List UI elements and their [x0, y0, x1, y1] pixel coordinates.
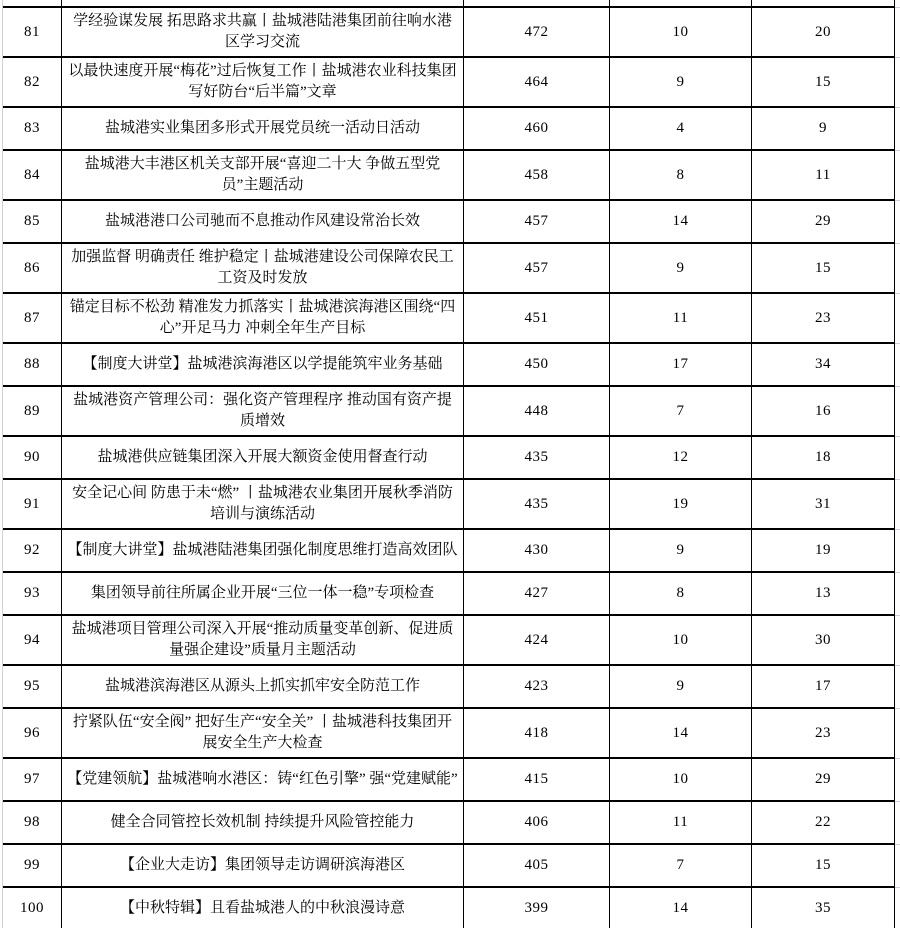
row-number-cell: 97: [3, 759, 62, 800]
metric-3-cell: 22: [752, 802, 895, 843]
article-title-cell: 以最快速度开展“梅花”过后恢复工作丨盐城港农业科技集团写好防台“后半篇”文章: [62, 58, 464, 106]
metric-2-cell: 14: [610, 201, 752, 242]
metric-1-cell: 451: [464, 294, 610, 342]
metric-3-cell: 11: [752, 151, 895, 199]
metric-3-cell: 15: [752, 58, 895, 106]
article-title-cell: 【中秋特辑】且看盐城港人的中秋浪漫诗意: [62, 888, 464, 928]
metric-3-cell: 34: [752, 344, 895, 385]
row-number-cell: 94: [3, 616, 62, 664]
metric-3-cell: 19: [752, 530, 895, 571]
article-title-cell: 安全记心间 防患于未“燃” 丨盐城港农业集团开展秋季消防培训与演练活动: [62, 480, 464, 528]
row-number-cell: 98: [3, 802, 62, 843]
row-number-cell: 93: [3, 573, 62, 614]
article-title-cell: 盐城港大丰港区机关支部开展“喜迎二十大 争做五型党员”主题活动: [62, 151, 464, 199]
article-title-cell: 【党建领航】盐城港响水港区：铸“红色引擎” 强“党建赋能”: [62, 759, 464, 800]
article-title-cell: 盐城港港口公司驰而不息推动作风建设常治长效: [62, 201, 464, 242]
metric-2-cell: 10: [610, 8, 752, 56]
row-number-cell: 89: [3, 387, 62, 435]
row-number-cell: 91: [3, 480, 62, 528]
article-title-cell: 【企业大走访】集团领导走访调研滨海港区: [62, 845, 464, 886]
metric-3-cell: 30: [752, 616, 895, 664]
metric-3-cell: 23: [752, 294, 895, 342]
table-row: [3, 666, 895, 709]
metric-1-cell: 457: [464, 201, 610, 242]
metric-1-cell: 405: [464, 845, 610, 886]
table-rows: [3, 8, 895, 928]
table-row: [3, 888, 895, 928]
table-row: [3, 344, 895, 387]
metric-2-cell: 8: [610, 573, 752, 614]
table-row: [3, 108, 895, 151]
metric-3-cell: 13: [752, 573, 895, 614]
metric-3-cell: 17: [752, 666, 895, 707]
table-row: [3, 573, 895, 616]
article-title-cell: 【制度大讲堂】盐城港陆港集团强化制度思维打造高效团队: [62, 530, 464, 571]
row-number-cell: 100: [3, 888, 62, 928]
row-number-cell: 88: [3, 344, 62, 385]
metric-1-cell: 472: [464, 8, 610, 56]
metric-1-cell: 424: [464, 616, 610, 664]
metric-2-cell: 10: [610, 616, 752, 664]
article-title-cell: 盐城港实业集团多形式开展党员统一活动日活动: [62, 108, 464, 149]
metric-1-cell: 464: [464, 58, 610, 106]
metric-1-cell: 448: [464, 387, 610, 435]
metric-1-cell: 435: [464, 437, 610, 478]
table-row: [3, 437, 895, 480]
article-title-cell: 加强监督 明确责任 维护稳定丨盐城港建设公司保障农民工工资及时发放: [62, 244, 464, 292]
metric-2-cell: 9: [610, 244, 752, 292]
table-row: [3, 8, 895, 58]
metric-3-cell: 15: [752, 244, 895, 292]
metric-3-cell: 29: [752, 201, 895, 242]
table-row: [3, 759, 895, 802]
row-number-cell: 83: [3, 108, 62, 149]
row-number-cell: 95: [3, 666, 62, 707]
metric-1-cell: 399: [464, 888, 610, 928]
table-row: [3, 530, 895, 573]
metric-2-cell: 7: [610, 845, 752, 886]
row-number-cell: 87: [3, 294, 62, 342]
metric-2-cell: 9: [610, 666, 752, 707]
row-number-cell: [3, 0, 62, 6]
metric-1-cell: 423: [464, 666, 610, 707]
table-row: [3, 151, 895, 201]
article-stats-table: [3, 0, 895, 928]
row-number-cell: 96: [3, 709, 62, 757]
metric-2-cell: 14: [610, 709, 752, 757]
metric-1-cell: [464, 0, 610, 6]
table-row: [3, 244, 895, 294]
row-number-cell: 90: [3, 437, 62, 478]
metric-1-cell: 415: [464, 759, 610, 800]
metric-3-cell: 16: [752, 387, 895, 435]
table-row: [3, 387, 895, 437]
metric-1-cell: 450: [464, 344, 610, 385]
metric-3-cell: [752, 0, 895, 6]
metric-1-cell: 458: [464, 151, 610, 199]
row-number-cell: 85: [3, 201, 62, 242]
article-title-cell: 拧紧队伍“安全阀” 把好生产“安全关” 丨盐城港科技集团开展安全生产大检查: [62, 709, 464, 757]
metric-2-cell: 4: [610, 108, 752, 149]
metric-3-cell: 35: [752, 888, 895, 928]
metric-2-cell: 19: [610, 480, 752, 528]
article-title-cell: 集团领导前往所属企业开展“三位一体一稳”专项检查: [62, 573, 464, 614]
metric-2-cell: 11: [610, 294, 752, 342]
row-number-cell: 81: [3, 8, 62, 56]
metric-2-cell: 7: [610, 387, 752, 435]
article-title-cell: 学经验谋发展 拓思路求共赢丨盐城港陆港集团前往响水港区学习交流: [62, 8, 464, 56]
row-number-cell: 99: [3, 845, 62, 886]
table-row: [3, 294, 895, 344]
metric-2-cell: 17: [610, 344, 752, 385]
table-row: [3, 616, 895, 666]
metric-1-cell: 460: [464, 108, 610, 149]
article-title-cell: 盐城港供应链集团深入开展大额资金使用督查行动: [62, 437, 464, 478]
metric-2-cell: 9: [610, 530, 752, 571]
article-title-cell: 盐城港资产管理公司：强化资产管理程序 推动国有资产提质增效: [62, 387, 464, 435]
partial-row-top: [3, 0, 895, 8]
article-title-cell: 锚定目标不松劲 精准发力抓落实丨盐城港滨海港区围绕“四心”开足马力 冲刺全年生产目标: [62, 294, 464, 342]
metric-2-cell: 11: [610, 802, 752, 843]
metric-1-cell: 427: [464, 573, 610, 614]
metric-1-cell: 435: [464, 480, 610, 528]
article-title-cell: 盐城港项目管理公司深入开展“推动质量变革创新、促进质量强企建设”质量月主题活动: [62, 616, 464, 664]
metric-3-cell: 18: [752, 437, 895, 478]
table-row: [3, 802, 895, 845]
table-row: [3, 58, 895, 108]
metric-3-cell: 29: [752, 759, 895, 800]
row-number-cell: 92: [3, 530, 62, 571]
row-number-cell: 84: [3, 151, 62, 199]
metric-1-cell: 457: [464, 244, 610, 292]
table-row: [3, 201, 895, 244]
metric-3-cell: 9: [752, 108, 895, 149]
table-row: [3, 709, 895, 759]
metric-1-cell: 430: [464, 530, 610, 571]
article-title-cell: [62, 0, 464, 6]
article-title-cell: 盐城港滨海港区从源头上抓实抓牢安全防范工作: [62, 666, 464, 707]
article-title-cell: 健全合同管控长效机制 持续提升风险管控能力: [62, 802, 464, 843]
row-number-cell: 86: [3, 244, 62, 292]
metric-3-cell: 31: [752, 480, 895, 528]
row-number-cell: 82: [3, 58, 62, 106]
metric-3-cell: 20: [752, 8, 895, 56]
metric-3-cell: 23: [752, 709, 895, 757]
metric-2-cell: 14: [610, 888, 752, 928]
metric-2-cell: 10: [610, 759, 752, 800]
table-row: [3, 480, 895, 530]
table-row: [3, 845, 895, 888]
metric-2-cell: [610, 0, 752, 6]
metric-2-cell: 12: [610, 437, 752, 478]
metric-1-cell: 418: [464, 709, 610, 757]
article-title-cell: 【制度大讲堂】盐城港滨海港区以学提能筑牢业务基础: [62, 344, 464, 385]
metric-3-cell: 15: [752, 845, 895, 886]
metric-2-cell: 8: [610, 151, 752, 199]
metric-2-cell: 9: [610, 58, 752, 106]
metric-1-cell: 406: [464, 802, 610, 843]
